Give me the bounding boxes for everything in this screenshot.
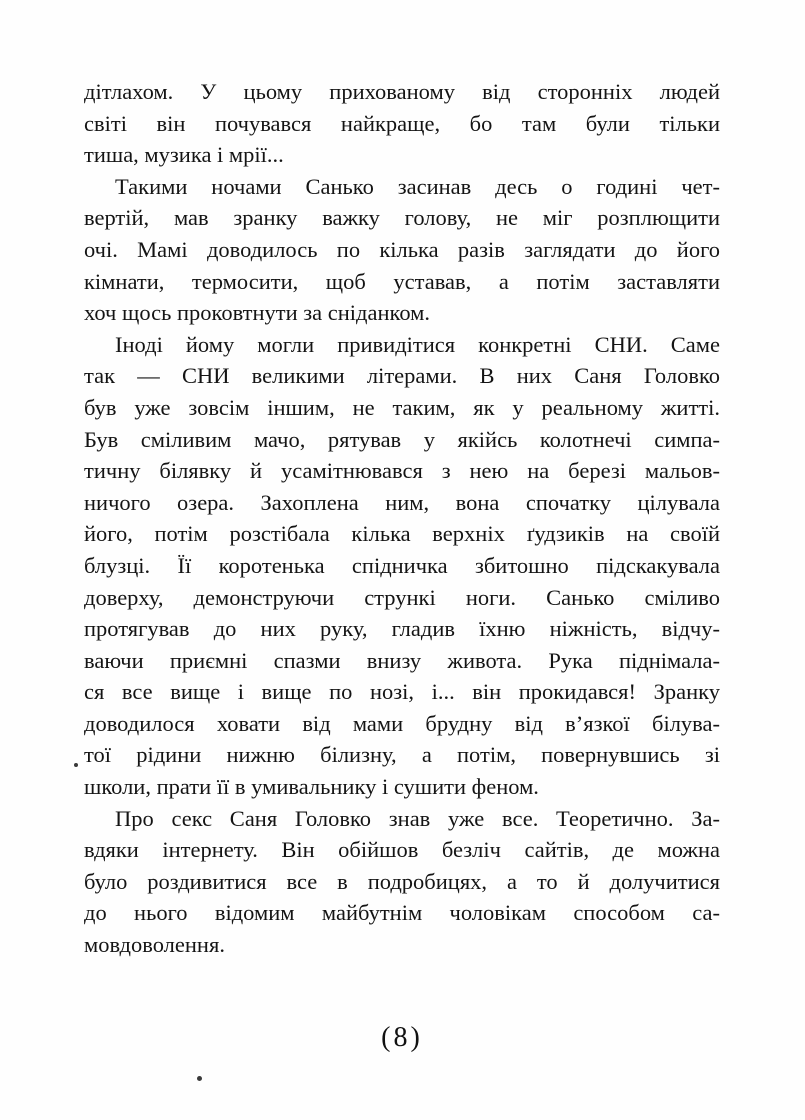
text-line: Про секс Саня Головко знав уже все. Теоретично. За- <box>115 805 720 831</box>
page-number: (8) <box>381 1022 423 1053</box>
text-line: кімнати, термосити, щоб уставав, а потім заставляти <box>84 268 720 294</box>
ink-speck <box>74 763 78 767</box>
text-line: дітлахом. У цьому прихованому від сторонніх людей <box>84 79 720 104</box>
text-line: його, потім розстібала кілька верхніх ґудзиків на своїй <box>84 521 720 547</box>
text-line: до нього відомим майбутнім чоловікам способом са- <box>84 900 720 926</box>
text-line: вертій, мав зранку важку голову, не міг розплющити <box>84 205 720 231</box>
text-line: ничого озера. Захоплена ним, вона спочатку цілувала <box>84 489 720 515</box>
text-line: очі. Мамі доводилось по кілька разів заглядати до його <box>84 236 720 262</box>
text-line: Іноді йому могли привидітися конкретні СНИ. Саме <box>115 331 720 357</box>
text-line: був уже зовсім іншим, не таким, як у реальному житті. <box>84 394 720 420</box>
text-line: доверху, демонструючи стрункі ноги. Санько сміливо <box>84 584 720 610</box>
paragraph <box>84 76 720 171</box>
text-line: хоч щось проковтнути за сніданком. <box>84 300 431 326</box>
text-line: доводилося ховати від мами брудну від в’язкої білува- <box>84 710 720 736</box>
text-line: тиша, музика і мрії... <box>84 142 284 168</box>
text-line: ся все вище і вище по нозі, і... він прокидався! Зранку <box>84 679 720 705</box>
paragraph <box>84 171 720 329</box>
text-line: блузці. Її коротенька спідничка збитошно підскакувала <box>84 552 720 578</box>
text-line: вдяки інтернету. Він обійшов безліч сайтів, де можна <box>84 837 720 863</box>
text-line: так — СНИ великими літерами. В них Саня Головко <box>84 363 720 389</box>
text-line: школи, прати її в умивальнику і сушити феном. <box>84 774 539 800</box>
text-line: мовдоволення. <box>84 932 225 958</box>
text-line: було роздивитися все в подробицях, а то й долучитися <box>84 868 720 894</box>
paragraph <box>84 329 720 803</box>
paragraph <box>84 803 720 961</box>
text-line: світі він почувався найкраще, бо там були тільки <box>84 110 720 136</box>
ink-speck <box>197 1076 202 1081</box>
text-line: тої рідини нижню білизну, а потім, повернувшись зі <box>84 742 720 768</box>
text-line: ваючи приємні спазми внизу живота. Рука піднімала- <box>84 647 720 673</box>
text-line: тичну білявку й усамітнювався з нею на березі мальов- <box>84 458 720 484</box>
text-line: Такими ночами Санько засинав десь о годині чет- <box>115 173 720 199</box>
text-line: Був сміливим мачо, рятував у якійсь колотнечі симпа- <box>84 426 720 452</box>
body-text <box>84 76 720 961</box>
text-line: протягував до них руку, гладив їхню ніжність, відчу- <box>84 616 720 642</box>
